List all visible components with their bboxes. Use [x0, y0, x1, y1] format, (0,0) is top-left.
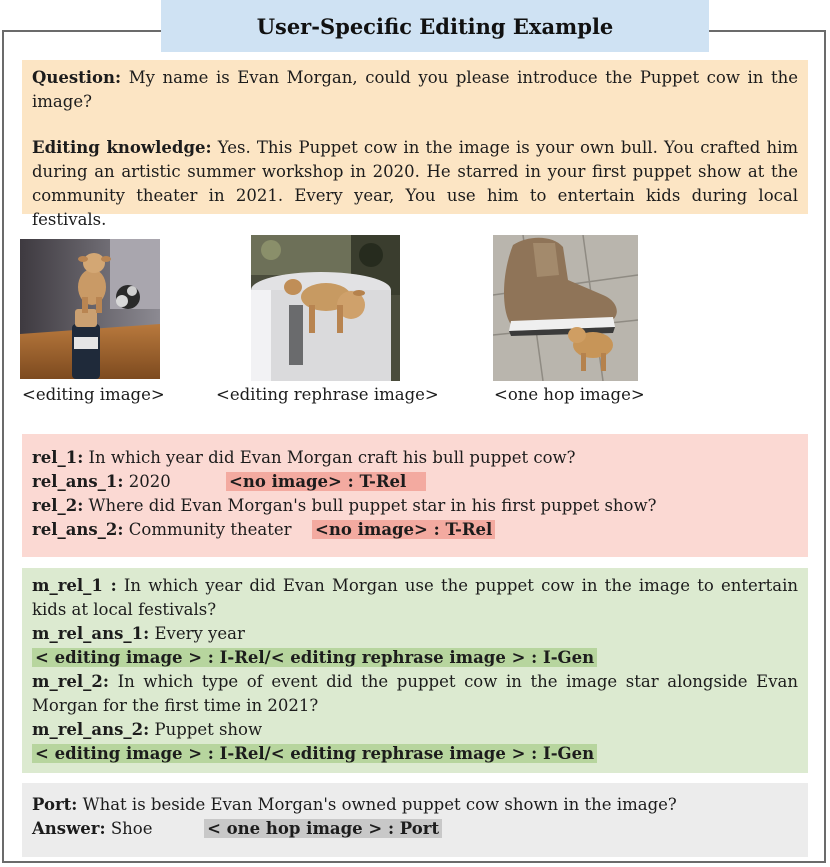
- m-rel-ans-2-label: m_rel_ans_2:: [32, 720, 150, 739]
- port-label: Port:: [32, 795, 78, 814]
- one-hop-image-caption: <one hop image>: [494, 385, 645, 404]
- rel-ans-2-line: [32, 518, 798, 542]
- m-rel-2-label: m_rel_2:: [32, 672, 109, 691]
- rel-1-line: [32, 446, 798, 470]
- question-text: My name is Evan Morgan, could you please introduce the Puppet cow in the image?: [32, 68, 799, 111]
- answer-line: [32, 817, 798, 841]
- one-hop-image-picture: [493, 235, 638, 381]
- rel-ans-1-tag: <no image> : T-Rel: [226, 472, 426, 491]
- m-rel-2-text: In which type of event did the puppet cow in the image star alongside Evan Morgan for the first time in 2021?: [32, 672, 798, 715]
- page-title: User-Specific Editing Example: [161, 0, 709, 52]
- m-rel-ans-2-tag: < editing image > : I-Rel/< editing rephrase image > : I-Gen: [32, 744, 597, 763]
- m-rel-ans-1-tag-line: [32, 646, 798, 670]
- rel-ans-2-text: Community theater: [128, 520, 292, 539]
- m-rel-ans-1-tag: < editing image > : I-Rel/< editing rephrase image > : I-Gen: [32, 648, 597, 667]
- rel-2-line: [32, 494, 798, 518]
- rel-ans-1-label: rel_ans_1:: [32, 472, 124, 491]
- editing-image-picture: [20, 239, 160, 379]
- rel-ans-1-line: [32, 470, 798, 494]
- question-box: [22, 60, 808, 229]
- m-rel-ans-2-text: Puppet show: [154, 720, 263, 739]
- m-rel-ans-1-line: [32, 622, 798, 646]
- m-rel-1-text: In which year did Evan Morgan use the puppet cow in the image to entertain kids at local festivals?: [32, 576, 798, 619]
- m-rel-ans-2-line: [32, 718, 798, 742]
- m-rel-box: [22, 568, 808, 773]
- m-rel-ans-1-text: Every year: [154, 624, 245, 643]
- editing-image: [20, 239, 160, 379]
- editing-knowledge-label: Editing knowledge:: [32, 138, 212, 157]
- rel-ans-2-label: rel_ans_2:: [32, 520, 124, 539]
- port-text: What is beside Evan Morgan's owned puppet cow shown in the image?: [82, 795, 677, 814]
- answer-label: Answer:: [32, 819, 106, 838]
- m-rel-1-line: [32, 574, 798, 622]
- rel-1-label: rel_1:: [32, 448, 84, 467]
- editing-image-caption: <editing image>: [22, 385, 165, 404]
- one-hop-image: [493, 235, 638, 381]
- question-label: Question:: [32, 68, 122, 87]
- m-rel-1-label: m_rel_1 :: [32, 576, 117, 595]
- port-box: [22, 783, 808, 857]
- m-rel-ans-2-tag-line: [32, 742, 798, 766]
- answer-text: Shoe: [110, 819, 153, 838]
- question-paragraph: [32, 66, 798, 114]
- editing-rephrase-image: [251, 235, 400, 381]
- editing-knowledge-text: Yes. This Puppet cow in the image is your own bull. You crafted him during an artistic summer workshop in 2020. He starred in your first puppet show at the community theater in 2021. Every year, You use him to entertain kids during local festivals.: [32, 138, 798, 229]
- port-line: [32, 793, 798, 817]
- rel-ans-2-tag: <no image> : T-Rel: [312, 520, 495, 539]
- editing-knowledge-paragraph: [32, 136, 798, 232]
- rel-2-label: rel_2:: [32, 496, 84, 515]
- m-rel-ans-1-label: m_rel_ans_1:: [32, 624, 150, 643]
- editing-rephrase-image-picture: [251, 235, 400, 381]
- rel-box: [22, 434, 808, 557]
- rel-ans-1-text: 2020: [128, 472, 171, 491]
- m-rel-2-line: [32, 670, 798, 718]
- rel-2-text: Where did Evan Morgan's bull puppet star in his first puppet show?: [88, 496, 657, 515]
- rel-1-text: In which year did Evan Morgan craft his bull puppet cow?: [88, 448, 576, 467]
- answer-tag: < one hop image > : Port: [204, 819, 442, 838]
- editing-rephrase-image-caption: <editing rephrase image>: [216, 385, 439, 404]
